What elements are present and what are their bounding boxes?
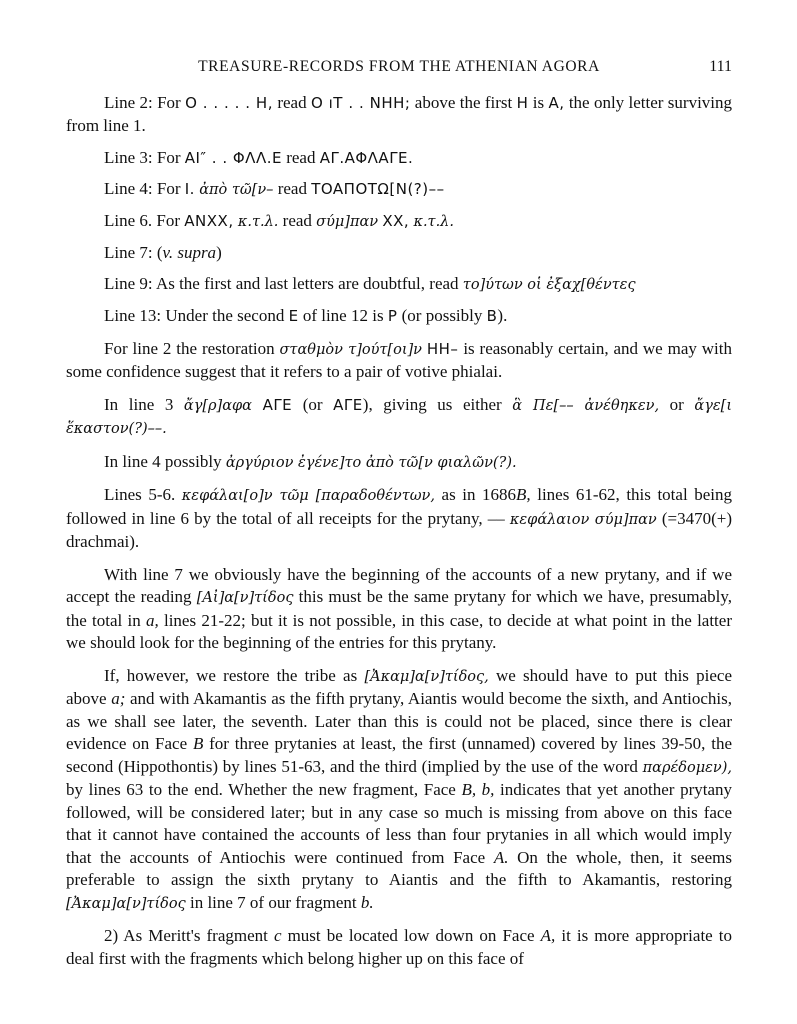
- body-text: [66, 92, 732, 980]
- paragraph-line-13: Line 13: Under the second E of line 12 is P (or possibly B).: [104, 306, 508, 325]
- paragraph-line-2: Line 2: For O . . . . . H, read O ıT . . NHH; above the first H is A, the only letter surviving from line 1.: [66, 93, 733, 135]
- page-header: [66, 58, 732, 80]
- paragraph-line-7-discussion: With line 7 we obviously have the beginning of the accounts of a new prytany, and if we accept the reading [Αἰ]α[ν]τίδος this must be the same prytany for which we have, presumably, the total in a, lines 21-22; but it is not possible, in this case, to decide at what point in the latter we should look for the beginning of the entries for this prytany.: [66, 564, 732, 652]
- paragraph-restoration-line-2: For line 2 the restoration σταθμὸν τ]ούτ[οι]ν HH– is reasonably certain, and we may with some confidence suggest that it refers to a pair of votive phialai.: [66, 338, 732, 381]
- paragraph-line-6: Line 6. For ANXX, κ.τ.λ. read σύμ]παν XX, κ.τ.λ.: [104, 211, 454, 230]
- paragraph-line-4-reading: In line 4 possibly ἀργύριον ἐγένε]το ἀπὸ τῶ[ν φιαλῶν(?).: [104, 451, 517, 471]
- paragraph-tribe-restoration: If, however, we restore the tribe as [Ἀκαμ]α[ν]τίδος, we should have to put this piece above a; and with Akamantis as the fifth prytany, Aiantis would become the sixth, and Antiochis, as we shall see later, the seventh. Later than this is could not be placed, since there is clear evidence on Face B for three prytanies at least, the first (unnamed) covered by lines 39-50, the second (Hippothontis) by lines 51-63, and the third (implied by the use of the word παρέδομεν), by lines 63 to the end. Whether the new fragment, Face B, b, indicates that yet another prytany followed, will be considered later; but in any case so much is missing from above on this face that it cannot have contained the accounts of less than four prytanies in all which would imply that the accounts of Antiochis were continued from Face A. On the whole, then, it seems preferable to assign the sixth prytany to Aiantis and the fifth to Akamantis, restoring [Ἀκαμ]α[ν]τίδος in line 7 of our fragment b.: [66, 665, 733, 912]
- paragraph-line-7: Line 7: (v. supra): [104, 243, 222, 262]
- paragraph-section-2: 2) As Meritt's fragment c must be located low down on Face A, it is more appropriate to deal first with the fragments which belong higher up on this face of: [66, 926, 733, 968]
- page-number: 111: [709, 58, 732, 75]
- paragraph-line-9: Line 9: As the first and last letters are doubtful, read το]ύτων οἱ ἐξαχ[θέντες: [104, 274, 636, 293]
- paragraph-line-3-reading: In line 3 ἄγ[ρ]αφα AΓE (or AΓE), giving us either ἃ Πε[–– ἀνέθηκεν, or ἄγε[ι ἕκαστον(?)––.: [66, 394, 733, 437]
- paragraph-line-3: Line 3: For AI″ . . ΦΛΛ.E read AΓ.AΦΛAΓE.: [104, 148, 414, 167]
- running-title: TREASURE-RECORDS FROM THE ATHENIAN AGORA: [198, 58, 600, 75]
- paragraph-line-4: Line 4: For I. ἀπὸ τῶ[ν– read TOAΠOTΩ[N(?)––: [104, 179, 445, 198]
- paragraph-lines-5-6: Lines 5-6. κεφάλαι[ο]ν τῶμ [παραδοθέντων, as in 1686B, lines 61-62, this total being followed in line 6 by the total of all receipts for the prytany, –– κεφάλαιον σύμ]παν (=3470(+) drachmai).: [66, 485, 733, 551]
